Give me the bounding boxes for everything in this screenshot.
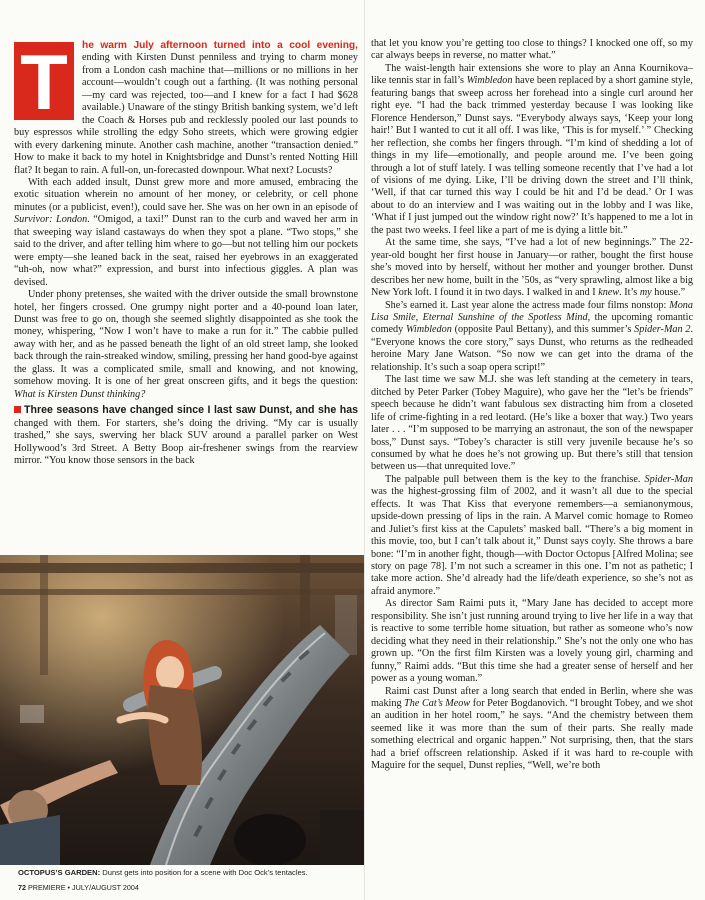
right-text-column: [371, 38, 693, 773]
paragraph-films: She’s earned it. Last year alone the actress made four films nonstop: Mona Lisa Smile, Eternal Sunshine of the Spotless Mind, the upcoming romantic comedy Wimbledon (opposite Paul Bettany), and this summer’s Spider-Man 2. “Everyone knows the core story,” says Dunst, who returns as the redheaded heroine Mary Jane Watson. “So now we can get into the drama of the relationship. It’s such a soap opera script!”: [371, 299, 694, 373]
section-head: Three seasons have changed since I last saw Dunst, and she has: [24, 404, 358, 417]
paragraph-casting: Raimi cast Dunst after a long search that ended in Berlin, where she was making The Cat’s Meow for Peter Bogdanovich. “I brought Tobey, and we shot an audition in her hotel room,” he says. “And the chemistry between them seemed like it was more than the sum of their parts. She really made something electrical and organic happen.” Not surprising, then, that the stars had a brief offscreen relationship. Asked if it was hard to re-couple with Maguire for the sequel, Dunst replies, “Well, we’re both: [371, 685, 693, 772]
continued-paragraph: that let you know you’re getting too close to things? I knocked one off, so my car always beeps in reverse, no matter what.”: [371, 38, 693, 62]
paragraph-3: Under phony pretenses, she waited with the driver outside the small brownstone hotel, her fingers crossed. One grumpy night porter and a 40-pound loan later, Dunst was free to go on, though she seemed slightly disappointed as she took the money, whispering, “Now I won’t have to make a run for it.” The cabbie pulled away with her, and as he passed beneath the light of an old street lamp, she looked back through the rain-streaked window, smiling, pressing her hand good-bye against the glass. It was a complicated smile, small and knowing, and not knowing, somehow moving. It is one of her great onscreen gifts, and it begs the question: What is Kirsten Dunst thinking?: [14, 289, 358, 400]
photo-caption: [18, 868, 362, 878]
section-marker-icon: [14, 406, 21, 413]
paragraph-raimi: As director Sam Raimi puts it, “Mary Jane has decided to accept more responsibility. She isn’t just running around trying to live her life in a way that is reactive to some terrible home situation, but rather as someone who’s now deciding what they need in their relationship.” She’s not the only one who has grown up. “On the first film Kirsten was a lovely young girl, charming and funny,” Raimi adds. “But this time she had a greater sense of herself and her power as a young woman.”: [371, 598, 693, 685]
column-gutter: [364, 0, 365, 900]
caption-text: Dunst gets into position for a scene with Doc Ock’s tentacles.: [100, 868, 308, 877]
opening-paragraph: [14, 40, 358, 177]
page-number: 72: [18, 883, 26, 892]
film-set-photo: [0, 555, 365, 865]
section-paragraph: Three seasons have changed since I last saw Dunst, and she has changed with them. For starters, she’s doing the driving. “My car is usually trashed,” she says, swerving her black SUV around a parallel parker on West Hollywood’s 3rd Street. A Betty Boop air-freshener swings from the rearview mirror. “You know those sensors in the back: [14, 404, 358, 466]
photo-illustration: [0, 555, 365, 865]
paragraph-franchise: The palpable pull between them is the key to the franchise. Spider-Man was the highest-grossing film of 2002, and it wasn’t all due to the special effects. It was That Kiss that everyone remembers—a semianonymous, upside-down pressing of lips in the rain. A Marvel comic homage to Romeo and Juliet’s first kiss at the Capulets’ masked ball. “There’s a big moment in this movie, too, but I can’t talk about it,” Dunst says coyly. She throws a bare bone: “I’m in another fight, though—with Doctor Octopus [Alfred Molina; see story on page 78]. I’m not such a screamer in this one. I’m not as pathetic; I take more action. She’d already had the life/death experience, so she’s not as afraid anymore.”: [371, 473, 693, 597]
opening-paragraph-text: ending with Kirsten Dunst penniless and trying to charm money from a London cash machine that—millions or no millions in her account—wouldn’t cough out a farthing. (It was nothing personal—my card was rejected, too—and I knew for a fact I had $628 available.) Unaware of the stingy British banking system, we’d left the Coach & Horses pub and recklessly pooled our last pounds to buy espressos while strolling the edgy Soho streets, which were growing edgier with every darkening minute. Another cash machine, another “transaction denied.” How to make it back to my hotel in Knightsbridge and Dunst’s rented Notting Hill flat? It began to rain. A full-on, un-forecasted downpour. What next? Locusts?: [14, 52, 358, 176]
paragraph-mj: The last time we saw M.J. she was left standing at the cemetery in tears, ditched by Peter Parker (Tobey Maguire), who gave her the “let’s be friends” speech because he didn’t want fabulous sex distracting him from a closeted life of crime-fighting in a red leotard. (He’s like a boxer that way.) Two years later . . . “I’m supposed to be marrying an astronaut, the son of the newspaper boss,” Dunst says. “Tobey’s character is still very juvenile because he’s so consumed by what he does he’s not growing up. But there’s still that tension between us—that unrequited love.”: [371, 374, 693, 473]
paragraph-2: With each added insult, Dunst grew more and more amused, embracing the exotic situation wherein no amount of her money, or celebrity, or cell phone minutes (or a publicist, even!), could save her. She was on her own in an episode of Survivor: London. “Omigod, a taxi!” Dunst ran to the curb and waved her arm in that sweeping way island castaways do when they spot a plane. “Two stops,” she said to the driver, and after telling him where to go—but not telling him our pockets were empty—she leaned back in the seat, raised her eyebrows in an exaggerated “uh-oh, now what?” expression, and burst into infectious giggles. A plan was devised.: [14, 176, 358, 288]
paragraph-house: At the same time, she says, “I’ve had a lot of new beginnings.” The 22-year-old bought her first house in January—or rather, bought the first house she’s moved into by herself, without her mother and younger brother. Dunst describes her new home, built in the ’50s, as “very sprawling, almost like a big New York loft. I found it in two days. I walked in and I knew. It’s my house.”: [371, 237, 693, 299]
left-text-column: [14, 40, 358, 467]
page-folio: [18, 883, 139, 892]
lead-in-text: he warm July afternoon turned into a cool evening,: [82, 40, 358, 51]
drop-cap: T: [14, 42, 74, 120]
caption-lead: OCTOPUS’S GARDEN:: [18, 868, 101, 877]
folio-text: PREMIERE • JULY/AUGUST 2004: [26, 883, 139, 892]
paragraph-hair: The waist-length hair extensions she wore to play an Anna Kournikova–like tennis star in fall’s Wimbledon have been replaced by a short gamine style, featuring bangs that sweep across her forehead into a single curl around her right eye. “I had the back trimmed yesterday because I was looking like Florence Henderson,” Dunst says. “Everybody always says, ‘Keep your long hair!’ But I wanted to cut it all off. I was like, ‘This is for myself.’ ” Checking her reflection, she combs her fingers through. “I’m kind of shedding a lot of things in my life—emotionally, and people around me. I’ve been going through a lot of stuff lately. I was telling someone recently that I’ve had a lot of visions of me dying. Like, I’ll be driving down the street and I’ll think, ‘Well, if that car turned this way I could be hit and I’d be dead.’ Or I was about to do an interview and I was waiting out in the lobby and I was like, ‘What if I just jumped out the window right now?’ It’s happened to me a lot in the past two weeks. I feel like a part of me is dying a little bit.”: [371, 62, 693, 236]
